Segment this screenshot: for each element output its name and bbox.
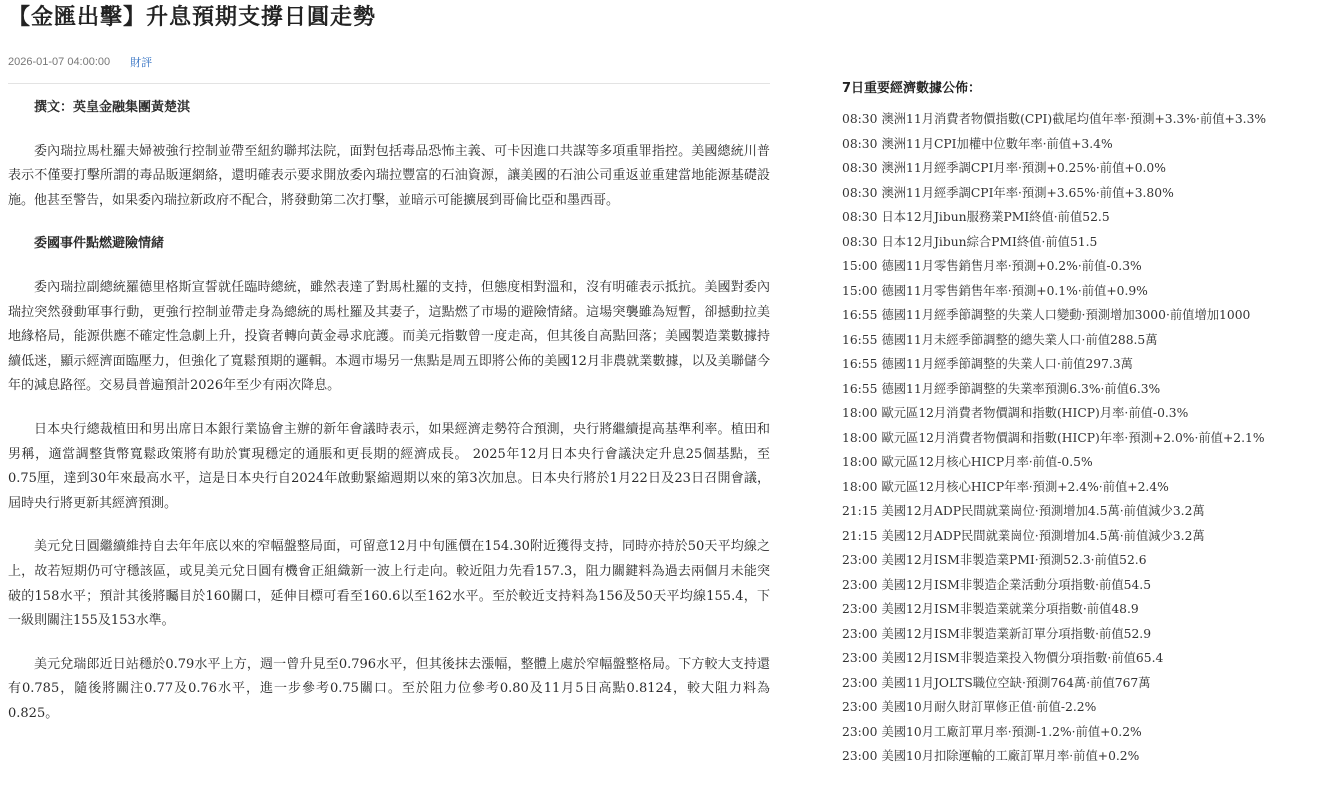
calendar-item-time: 23:00	[842, 626, 878, 641]
calendar-item-text: 德國11月經季節調整的失業人口·前值297.3萬	[881, 357, 1133, 371]
calendar-item-time: 16:55	[842, 308, 878, 322]
calendar-item-time: 18:00	[842, 430, 878, 445]
calendar-item-text: 美國12月ADP民間就業崗位·預測增加4.5萬·前值減少3.2萬	[881, 528, 1205, 543]
calendar-item-text: 歐元區12月核心HICP月率·前值-0.5%	[881, 455, 1093, 469]
calendar-item	[842, 404, 1322, 422]
calendar-item	[842, 257, 1322, 275]
calendar-item	[842, 698, 1322, 716]
calendar-item-text: 美國10月扣除運輸的工廠訂單月率·前值+0.2%	[881, 749, 1140, 763]
calendar-item	[842, 233, 1322, 251]
calendar-item-time: 08:30	[842, 234, 878, 249]
calendar-item	[842, 625, 1322, 643]
paragraph: 委內瑞拉馬杜羅夫婦被強行控制並帶至紐約聯邦法院，面對包括毒品恐怖主義、可卡因進口共謀等多項重罪指控。美國總統川普表示不僅要打擊所謂的毒品販運網絡，還明確表示要求開放委內瑞拉豐富的石油資源，讓美國的石油公司重返並重建當地能源基礎設施。他甚至警告，如果委內瑞拉新政府不配合，將發動第二次打擊，並暗示可能擴展到哥倫比亞和墨西哥。	[8, 143, 770, 208]
article-meta	[8, 54, 770, 70]
calendar-item-time: 15:00	[842, 283, 878, 298]
calendar-item-time: 08:30	[842, 136, 878, 151]
calendar-item-time: 16:55	[842, 381, 878, 396]
calendar-item	[842, 306, 1322, 324]
calendar-item	[842, 747, 1322, 765]
calendar-item-time: 21:15	[842, 528, 878, 543]
economic-calendar	[842, 80, 1322, 772]
calendar-item-text: 歐元區12月消費者物價調和指數(HICP)年率·預測+2.0%·前值+2.1%	[881, 430, 1265, 445]
calendar-item-text: 歐元區12月核心HICP年率·預測+2.4%·前值+2.4%	[881, 479, 1169, 494]
calendar-item-time: 23:00	[842, 651, 878, 665]
calendar-item	[842, 110, 1322, 128]
paragraph: 美元兌瑞郎近日站穩於0.79水平上方，週一曾升見至0.796水平，但其後抹去漲幅，整體上處於窄幅盤整格局。下方較大支持還有0.785，隨後將關注0.77及0.76水平，進一步參考0.75關口。至於阻力位參考0.80及11月5日高點0.8124，較大阻力料為0.825。	[8, 656, 770, 721]
calendar-item-time: 23:00	[842, 700, 878, 714]
calendar-item-time: 08:30	[842, 210, 878, 224]
calendar-item	[842, 576, 1322, 594]
calendar-item-text: 德國11月未經季節調整的總失業人口·前值288.5萬	[881, 332, 1158, 347]
calendar-item-time: 23:00	[842, 724, 878, 739]
calendar-item-text: 澳洲11月經季調CPI月率·預測+0.25%·前值+0.0%	[881, 161, 1166, 175]
calendar-item-time: 18:00	[842, 406, 878, 420]
calendar-item	[842, 380, 1322, 398]
calendar-item	[842, 331, 1322, 349]
calendar-item	[842, 429, 1322, 447]
article-title: 【金匯出擊】升息預期支撐日圓走勢	[8, 5, 377, 30]
calendar-item-text: 澳洲11月經季調CPI年率·預測+3.65%·前值+3.80%	[881, 185, 1174, 200]
calendar-item-time: 23:00	[842, 749, 878, 763]
calendar-item-text: 澳洲11月消費者物價指數(CPI)截尾均值年率·預測+3.3%·前值+3.3%	[881, 112, 1267, 126]
calendar-item	[842, 674, 1322, 692]
calendar-item-text: 澳洲11月CPI加權中位數年率·前值+3.4%	[881, 136, 1113, 151]
calendar-item-time: 23:00	[842, 553, 878, 567]
calendar-item-text: 美國11月JOLTS職位空缺·預測764萬·前值767萬	[881, 675, 1151, 690]
calendar-item-text: 美國12月ADP民間就業崗位·預測增加4.5萬·前值減少3.2萬	[881, 504, 1205, 518]
calendar-item	[842, 282, 1322, 300]
calendar-item	[842, 649, 1322, 667]
calendar-title: 7日重要經濟數據公佈：	[842, 81, 982, 96]
calendar-item-text: 日本12月Jibun服務業PMI終值·前值52.5	[881, 210, 1110, 224]
calendar-item-time: 08:30	[842, 161, 878, 175]
article	[8, 0, 770, 745]
calendar-item-time: 15:00	[842, 259, 878, 273]
calendar-item-time: 16:55	[842, 332, 878, 347]
article-body	[8, 96, 770, 726]
calendar-item	[842, 600, 1322, 618]
calendar-item	[842, 135, 1322, 153]
publish-date: 2026-01-07 04:00:00	[8, 56, 111, 68]
calendar-item-text: 美國10月耐久財訂單修正值·前值-2.2%	[881, 700, 1097, 714]
calendar-item-text: 德國11月經季節調整的失業率預測6.3%·前值6.3%	[881, 381, 1161, 396]
calendar-item-time: 16:55	[842, 357, 878, 371]
calendar-item-time: 23:00	[842, 675, 878, 690]
section-heading: 委國事件點燃避險情緒	[34, 236, 165, 252]
calendar-item-time: 21:15	[842, 504, 878, 518]
paragraph: 委內瑞拉副總統羅德里格斯宣誓就任臨時總統，雖然表達了對馬杜羅的支持，但態度相對溫和，沒有明確表示抵抗。美國對委內瑞拉突然發動軍事行動，更強行控制並帶走身為總統的馬杜羅及其妻子，這點燃了市場的避險情緒。這場突襲雖為短暫，卻撼動拉美地緣格局，能源供應不確定性急劇上升，投資者轉向黃金尋求庇護。而美元指數曾一度走高，但其後自高點回落；美國製造業數據持續低迷，顯示經濟面臨壓力，但強化了寬鬆預期的邏輯。本週市場另一焦點是周五即將公佈的美國12月非農就業數據，以及美聯儲今年的減息路徑。交易員普遍預計2026年至少有兩次降息。	[8, 279, 770, 394]
calendar-item	[842, 527, 1322, 545]
author-line: 撰文：英皇金融集團黃楚淇	[34, 100, 191, 115]
calendar-item-time: 08:30	[842, 185, 878, 200]
calendar-item	[842, 453, 1322, 471]
paragraph: 日本央行總裁植田和男出席日本銀行業協會主辦的新年會議時表示，如果經濟走勢符合預測，央行將繼續提高基準利率。植田和男稱，適當調整貨幣寬鬆政策將有助於實現穩定的通脹和更長期的經濟成長。 2025年12月日本央行會議決定升息25個基點，至0.75厘，達到30年來最高水平，這是日本央行自2024年啟動緊縮週期以來的第3次加息。日本央行將於1月22日及23日召開會議，屆時央行將更新其經濟預測。	[8, 421, 770, 511]
paragraph: 美元兌日圓繼續維持自去年年底以來的窄幅盤整局面，可留意12月中旬匯價在154.30附近獲得支持，同時亦持於50天平均線之上，故若短期仍可守穩該區，或見美元兌日圓有機會正組織新一波上行走向。較近阻力先看157.3，阻力關鍵料為過去兩個月未能突破的158水平；預計其後將矚目於160關口，延伸目標可看至160.6以至162水平。至於較近支持料為156及50天平均線155.4，下一級則關注155及153水準。	[8, 539, 770, 629]
calendar-item	[842, 551, 1322, 569]
calendar-item-text: 美國10月工廠訂單月率·預測-1.2%·前值+0.2%	[881, 724, 1142, 739]
calendar-item-text: 德國11月零售銷售月率·預測+0.2%·前值-0.3%	[881, 259, 1142, 273]
calendar-item	[842, 159, 1322, 177]
calendar-item-text: 日本12月Jibun綜合PMI終值·前值51.5	[881, 234, 1098, 249]
calendar-item-time: 23:00	[842, 577, 878, 592]
calendar-list	[842, 110, 1322, 765]
calendar-item-text: 美國12月ISM非製造業就業分項指數·前值48.9	[881, 602, 1139, 616]
calendar-item	[842, 502, 1322, 520]
calendar-item	[842, 478, 1322, 496]
calendar-item-time: 23:00	[842, 602, 878, 616]
calendar-item-text: 歐元區12月消費者物價調和指數(HICP)月率·前值-0.3%	[881, 406, 1189, 420]
calendar-item-time: 18:00	[842, 455, 878, 469]
calendar-item-time: 08:30	[842, 112, 878, 126]
calendar-item-text: 美國12月ISM非製造業PMI·預測52.3·前值52.6	[881, 553, 1147, 567]
calendar-item-text: 美國12月ISM非製造業投入物價分項指數·前值65.4	[881, 651, 1164, 665]
calendar-item	[842, 184, 1322, 202]
calendar-item-text: 德國11月零售銷售年率·預測+0.1%·前值+0.9%	[881, 283, 1148, 298]
divider	[8, 83, 770, 84]
calendar-item-text: 德國11月經季節調整的失業人口變動·預測增加3000·前值增加1000	[881, 308, 1251, 322]
calendar-item-text: 美國12月ISM非製造企業活動分項指數·前值54.5	[881, 577, 1152, 592]
calendar-item	[842, 723, 1322, 741]
calendar-item-time: 18:00	[842, 479, 878, 494]
calendar-item	[842, 355, 1322, 373]
calendar-item-text: 美國12月ISM非製造業新訂單分項指數·前值52.9	[881, 626, 1152, 641]
calendar-item	[842, 208, 1322, 226]
category-link[interactable]: 財評	[130, 57, 153, 69]
